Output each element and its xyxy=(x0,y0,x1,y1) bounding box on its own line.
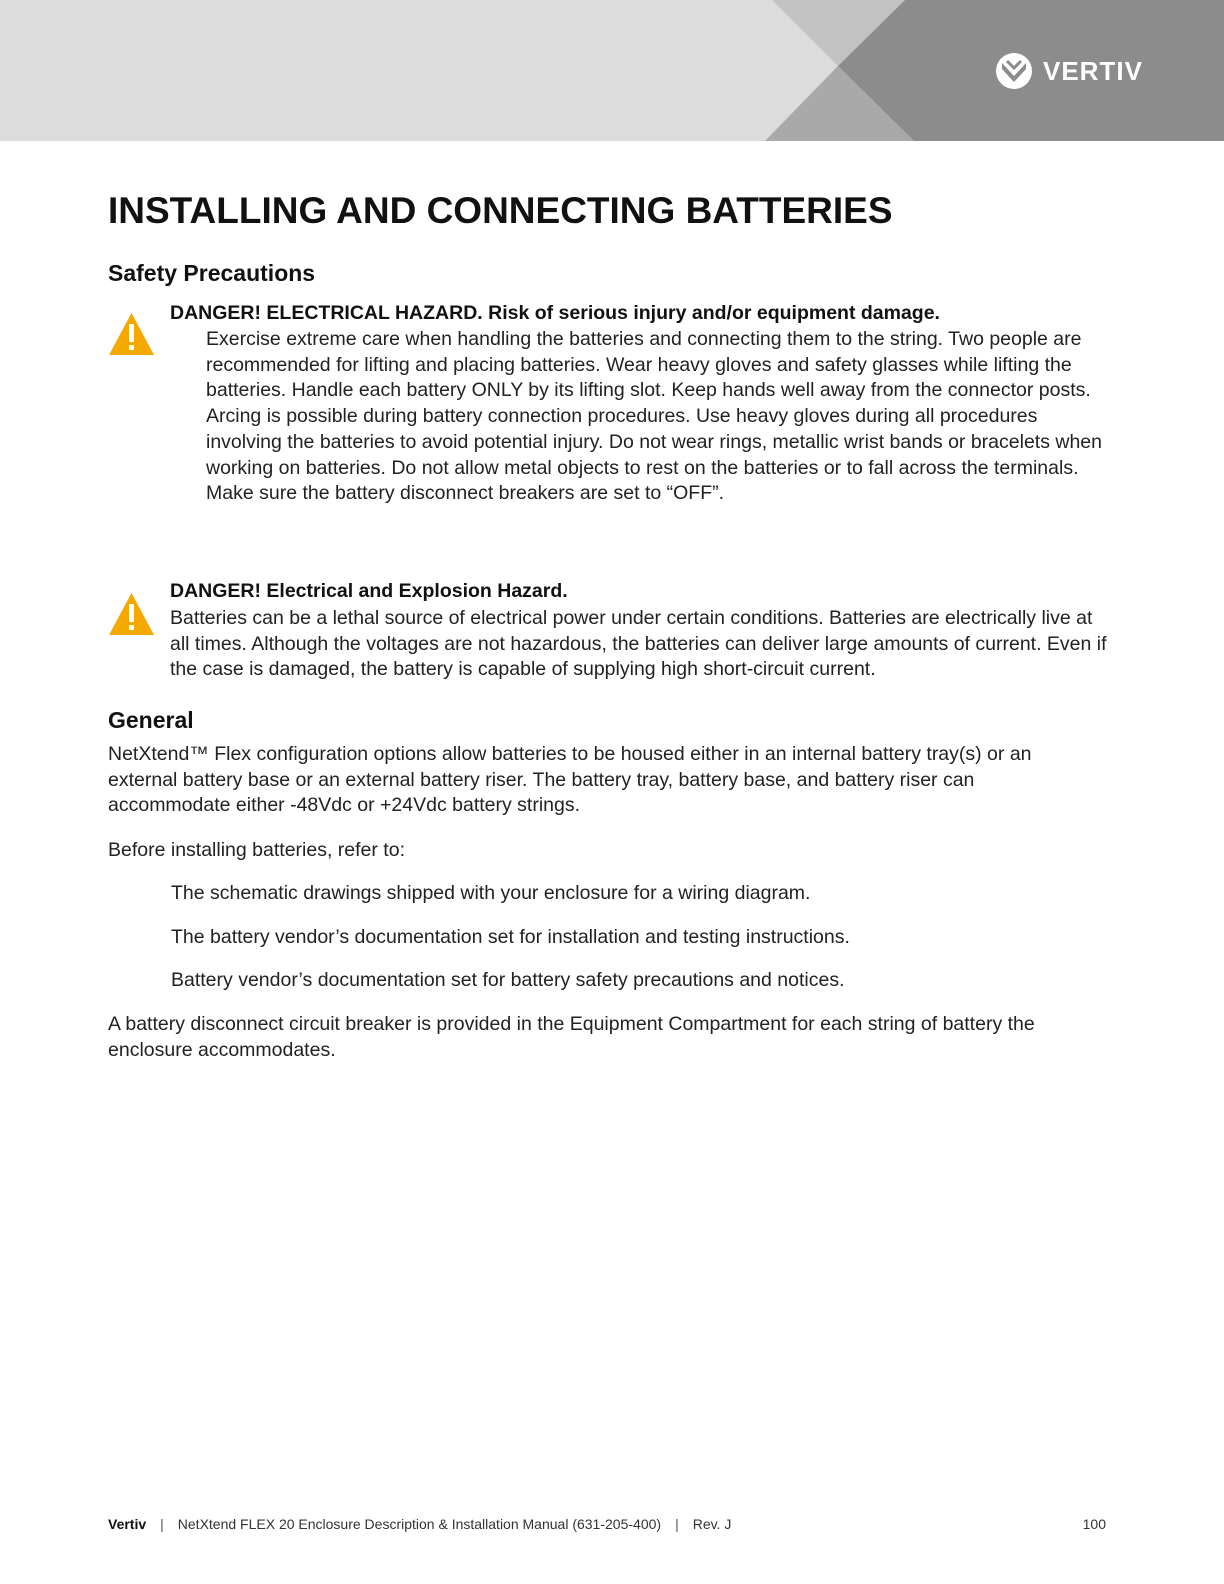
page-title: INSTALLING AND CONNECTING BATTERIES xyxy=(108,190,893,231)
warning-paragraph: Arcing is possible during battery connection procedures. Use heavy gloves during all procedures involving the batteries to avoid potential injury. Do not wear rings, metallic wrist bands or bracelets when working on batteries. Do not allow metal objects to rest on the batteries or to fall across the terminals. xyxy=(206,405,1103,479)
footer-brand: Vertiv xyxy=(108,1516,147,1532)
footer-separator: | xyxy=(160,1516,164,1532)
general-heading: General xyxy=(108,707,194,733)
safety-heading: Safety Precautions xyxy=(108,260,316,286)
page-number: 100 xyxy=(1082,1516,1106,1532)
footer-separator: | xyxy=(675,1516,679,1532)
refer-item: Battery vendor’s documentation set for battery safety precautions and notices. xyxy=(171,969,845,991)
logo-text: VERTIV xyxy=(1043,55,1143,86)
vertiv-logo xyxy=(995,52,1143,90)
footer-doc-title: NetXtend FLEX 20 Enclosure Description & Installation Manual (631-205-400) xyxy=(177,1516,662,1532)
general-intro: NetXtend™ Flex configuration options allow batteries to be housed either in an internal battery tray(s) or an external battery base or an external battery riser. The battery tray, battery base, and battery riser can accommodate either -48Vdc or +24Vdc battery strings. xyxy=(108,743,1032,817)
footer-revision: Rev. J xyxy=(692,1516,732,1532)
warning-paragraph: Batteries can be a lethal source of electrical power under certain conditions. Batteries are electrically live at all times. Although the voltages are not hazardous, the batteries can deliver large amounts of current. Even if the case is damaged, the battery is capable of supplying high short-circuit current. xyxy=(170,607,1107,681)
warning-paragraph: Exercise extreme care when handling the batteries and connecting them to the string. Two people are recommended for lifting and placing batteries. Wear heavy gloves and safety glasses while lifting the batteries. Handle each battery ONLY by its lifting slot. Keep hands well away from the connector posts. xyxy=(206,328,1091,402)
page-footer xyxy=(108,1516,1106,1532)
vertiv-v-logo-icon xyxy=(995,52,1033,90)
warning-title: DANGER! ELECTRICAL HAZARD. Risk of serious injury and/or equipment damage. xyxy=(170,302,940,324)
warning-triangle-icon xyxy=(108,592,155,636)
header-band xyxy=(0,0,1224,141)
page-content xyxy=(108,190,1108,1061)
refer-item: The battery vendor’s documentation set for installation and testing instructions. xyxy=(171,926,850,948)
warning-paragraph: Make sure the battery disconnect breakers are set to “OFF”. xyxy=(206,482,725,505)
warning-title: DANGER! Electrical and Explosion Hazard. xyxy=(170,580,568,602)
warning-body xyxy=(206,327,1106,507)
warning-body xyxy=(170,606,1110,683)
general-closing: A battery disconnect circuit breaker is provided in the Equipment Compartment for each string of battery the enclosure accommodates. xyxy=(108,1013,1035,1061)
refer-item: The schematic drawings shipped with your enclosure for a wiring diagram. xyxy=(171,882,811,904)
refer-lead: Before installing batteries, refer to: xyxy=(108,839,405,861)
warning-triangle-icon xyxy=(108,312,155,356)
